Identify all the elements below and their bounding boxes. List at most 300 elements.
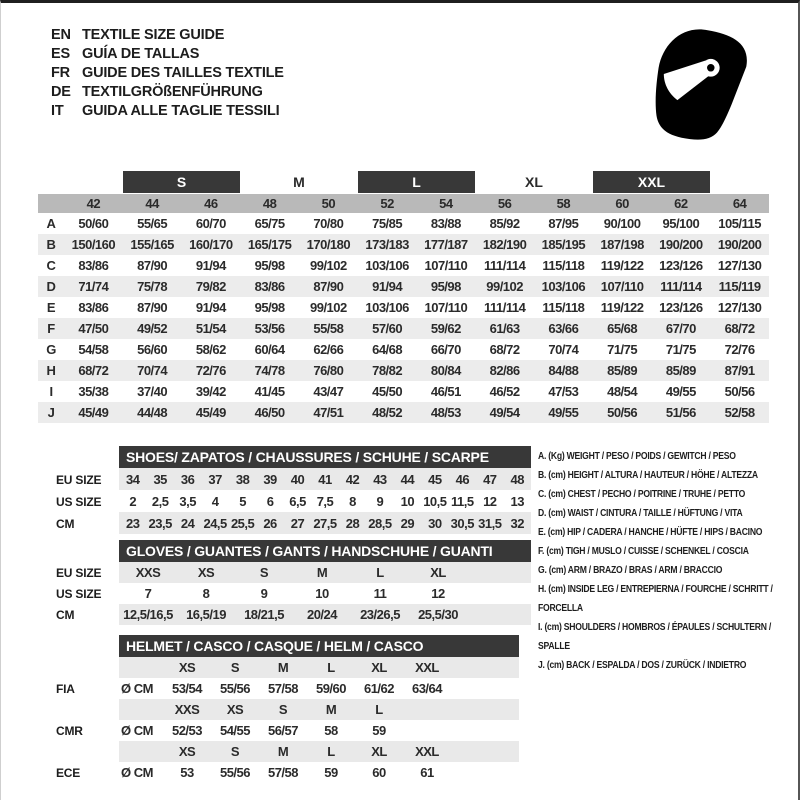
ece-label: ECE xyxy=(56,765,81,780)
value-cell: 59/62 xyxy=(430,321,461,336)
value-cell: 71/75 xyxy=(607,342,638,357)
value-cell: L xyxy=(327,660,335,675)
measure-unit-cell xyxy=(119,699,163,720)
guide-title: TEXTILGRÖßENFÜHRUNG xyxy=(82,83,263,100)
size-group-label: M xyxy=(293,174,305,190)
value-cell: 2 xyxy=(129,493,137,509)
value-cell: 57/58 xyxy=(267,765,299,780)
value-cell: XL xyxy=(371,660,387,675)
language-code: IT xyxy=(51,102,64,119)
value-cell: 18/21,5 xyxy=(244,607,284,622)
value-cell: 70/80 xyxy=(313,216,344,231)
guide-title: GUIDE DES TAILLES TEXTILE xyxy=(82,64,284,81)
value-cell: 68/72 xyxy=(78,363,109,378)
main-size-table xyxy=(38,171,769,423)
value-cell: 55/58 xyxy=(313,321,344,336)
fia-label: FIA xyxy=(56,681,75,696)
value-cell: 66/70 xyxy=(430,342,461,357)
value-cell: 48/54 xyxy=(607,384,638,399)
value-cell: 25,5/30 xyxy=(418,607,458,622)
value-cell: 85/92 xyxy=(489,216,520,231)
value-cell: S xyxy=(230,660,240,675)
value-cell: 115/119 xyxy=(718,279,761,294)
gloves-cm-label: CM xyxy=(56,607,75,622)
table-row xyxy=(119,490,531,512)
row-label: E xyxy=(46,300,56,315)
measurement-row-d xyxy=(38,276,769,297)
value-cell: 55/56 xyxy=(219,765,251,780)
value-cell: 4 xyxy=(211,493,219,509)
value-cell: 10,5 xyxy=(423,493,447,509)
value-cell: 111/114 xyxy=(483,300,526,315)
value-cell: 155/165 xyxy=(130,237,174,252)
value-cell: 119/122 xyxy=(600,258,644,273)
value-cell: 2,5 xyxy=(151,493,169,509)
value-cell: 46/52 xyxy=(489,384,520,399)
value-cell: L xyxy=(376,565,384,580)
value-cell: 63/64 xyxy=(411,681,443,696)
value-cell: 76/80 xyxy=(313,363,344,378)
helmet-rows xyxy=(38,657,538,783)
value-cell: 46 xyxy=(455,471,470,487)
value-cell: 51/56 xyxy=(665,405,696,420)
value-cell: 10 xyxy=(400,493,415,509)
size-number-cell: 56 xyxy=(497,196,512,211)
table-row xyxy=(119,512,531,534)
table-row xyxy=(119,678,519,699)
value-cell: 90/100 xyxy=(603,216,641,231)
value-cell: 187/198 xyxy=(600,237,644,252)
value-cell: 40 xyxy=(290,471,305,487)
value-cell: 72/76 xyxy=(724,342,755,357)
value-cell: 107/110 xyxy=(600,279,644,294)
value-cell: 64/68 xyxy=(372,342,403,357)
value-cell: 47/51 xyxy=(313,405,344,420)
value-cell: 53/56 xyxy=(254,321,285,336)
row-label: H xyxy=(46,363,56,378)
value-cell: 45/50 xyxy=(372,384,403,399)
value-cell: 127/130 xyxy=(717,300,762,315)
value-cell: 24 xyxy=(180,515,195,531)
table-row xyxy=(119,762,519,783)
size-number-cell: 52 xyxy=(380,196,394,211)
racing-helmet-icon xyxy=(649,25,759,150)
value-cell: 185/195 xyxy=(541,237,586,252)
row-label: G xyxy=(46,342,56,357)
value-cell: 20/24 xyxy=(306,607,338,622)
legend-item: I. (cm) SHOULDERS / HOMBROS / ÉPAULES / SCHULTERN / SPALLE xyxy=(538,621,772,652)
row-label: A xyxy=(46,216,56,231)
value-cell: 29 xyxy=(400,515,415,531)
value-cell: 55/65 xyxy=(137,216,168,231)
value-cell: 91/94 xyxy=(195,300,226,315)
value-cell: 83/86 xyxy=(78,258,109,273)
shoes-table xyxy=(38,446,538,534)
size-number-cell: 46 xyxy=(204,196,218,211)
value-cell: 3,5 xyxy=(179,493,196,509)
size-number-cell: 58 xyxy=(556,196,571,211)
value-cell: 160/170 xyxy=(189,237,233,252)
value-cell: 99/102 xyxy=(486,279,523,294)
value-cell: 63/66 xyxy=(548,321,579,336)
value-cell: 83/86 xyxy=(254,279,285,294)
value-cell: 38 xyxy=(235,471,250,487)
value-cell: L xyxy=(375,702,383,717)
value-cell: 45/49 xyxy=(78,405,109,420)
value-cell: 50/56 xyxy=(607,405,638,420)
value-cell: 107/110 xyxy=(424,258,468,273)
value-cell: 56/60 xyxy=(137,342,168,357)
value-cell: 45 xyxy=(428,471,442,487)
guide-title: TEXTILE SIZE GUIDE xyxy=(82,26,225,43)
measure-unit-cell xyxy=(119,741,163,762)
value-cell: S xyxy=(259,565,269,580)
value-cell: 5 xyxy=(239,493,246,509)
value-cell: 75/78 xyxy=(137,279,168,294)
value-cell: 82/86 xyxy=(489,363,520,378)
value-cell: 190/200 xyxy=(659,237,703,252)
value-cell: 32 xyxy=(510,515,524,531)
language-code: ES xyxy=(51,45,70,62)
value-cell: XXS xyxy=(135,565,161,580)
value-cell: 54/58 xyxy=(78,342,109,357)
shoes-us-size-label: US SIZE xyxy=(56,494,102,509)
value-cell: 42 xyxy=(345,471,360,487)
value-cell: 71/74 xyxy=(78,279,109,294)
value-cell: 111/114 xyxy=(660,279,702,294)
value-cell: 8 xyxy=(349,493,356,509)
size-number-cell: 60 xyxy=(615,196,629,211)
value-cell: 80/84 xyxy=(430,363,461,378)
guide-title: GUÍA DE TALLAS xyxy=(82,45,200,62)
legend-item: J. (cm) BACK / ESPALDA / DOS / ZURÜCK / INDIETRO xyxy=(538,659,747,671)
row-label: B xyxy=(46,237,56,252)
value-cell: 103/106 xyxy=(365,300,409,315)
shoes-cm-label: CM xyxy=(56,516,75,531)
language-code: EN xyxy=(51,26,71,43)
size-group-label: S xyxy=(123,171,241,193)
value-cell: 57/58 xyxy=(267,681,299,696)
value-cell: 11,5 xyxy=(451,493,474,509)
value-cell: 70/74 xyxy=(548,342,579,357)
value-cell: 7 xyxy=(144,586,152,601)
value-cell: 60 xyxy=(372,765,386,780)
measurement-row-c xyxy=(38,255,769,276)
table-row xyxy=(119,741,519,762)
legend-item: E. (cm) HIP / CADERA / HANCHE / HÜFTE / HIPS / BACINO xyxy=(538,526,763,538)
value-cell: 95/98 xyxy=(254,258,285,273)
value-cell: 48/52 xyxy=(372,405,403,420)
value-cell: XXL xyxy=(415,744,439,759)
value-cell: 115/118 xyxy=(542,300,585,315)
value-cell: 170/180 xyxy=(306,237,351,252)
value-cell: 190/200 xyxy=(717,237,762,252)
measurement-row-e xyxy=(38,297,769,318)
value-cell: 23/26,5 xyxy=(360,607,400,622)
language-row-de xyxy=(51,82,284,101)
row-label: D xyxy=(46,279,56,294)
legend-item: B. (cm) HEIGHT / ALTURA / HAUTEUR / HÖHE / ALTEZZA xyxy=(538,469,758,481)
size-number-cell: 50 xyxy=(321,196,336,211)
value-cell: M xyxy=(325,702,337,717)
language-row-en xyxy=(51,25,284,44)
value-cell: 47/53 xyxy=(548,384,579,399)
measure-unit-cell: Ø CM xyxy=(121,681,153,696)
helmet-icon-svg xyxy=(649,25,759,145)
value-cell: L xyxy=(327,744,335,759)
value-cell: 95/98 xyxy=(430,279,461,294)
value-cell: 123/126 xyxy=(659,300,703,315)
shoes-eu-size-label: EU SIZE xyxy=(56,472,102,487)
value-cell: 46/51 xyxy=(430,384,461,399)
value-cell: 61 xyxy=(420,765,434,780)
value-cell: 103/106 xyxy=(365,258,409,273)
value-cell: XXL xyxy=(415,660,439,675)
size-group-label: XXL xyxy=(593,171,711,193)
measurement-row-i xyxy=(38,381,769,402)
value-cell: XS xyxy=(178,660,196,675)
value-cell: 60/64 xyxy=(254,342,285,357)
value-cell: 47/50 xyxy=(78,321,109,336)
value-cell: M xyxy=(277,660,289,675)
measurement-row-j xyxy=(38,402,769,423)
legend-item: H. (cm) INSIDE LEG / ENTREPIERNA / FOURCHE / SCHRITT / FORCELLA xyxy=(538,583,773,614)
value-cell: 58 xyxy=(324,723,338,738)
value-cell: 39 xyxy=(263,471,277,487)
value-cell: 78/82 xyxy=(372,363,403,378)
table-row xyxy=(119,720,519,741)
language-row-es xyxy=(51,44,284,63)
row-label: C xyxy=(46,258,56,273)
size-group-label: XL xyxy=(525,174,543,190)
size-number-cell: 42 xyxy=(86,196,101,211)
shoes-table-header: SHOES/ ZAPATOS / CHAUSSURES / SCHUHE / SCARPE xyxy=(119,446,531,468)
value-cell: 99/102 xyxy=(309,258,347,273)
value-cell: 50/60 xyxy=(78,216,109,231)
value-cell: 47 xyxy=(483,471,497,487)
helmet-table xyxy=(38,635,538,783)
value-cell: 16,5/19 xyxy=(186,607,226,622)
measurement-row-b xyxy=(38,234,769,255)
value-cell: 49/54 xyxy=(489,405,520,420)
measure-unit-cell: Ø CM xyxy=(121,765,153,780)
value-cell: 57/60 xyxy=(372,321,403,336)
value-cell: 31,5 xyxy=(478,515,502,531)
value-cell: 87/95 xyxy=(548,216,579,231)
measurement-row-a xyxy=(38,213,769,234)
value-cell: 105/115 xyxy=(718,216,762,231)
value-cell: 84/88 xyxy=(548,363,579,378)
legend-item: A. (Kg) WEIGHT / PESO / POIDS / GEWITCH / PESO xyxy=(538,450,736,462)
value-cell: 59 xyxy=(372,723,386,738)
guide-title: GUIDA ALLE TAGLIE TESSILI xyxy=(82,102,280,119)
value-cell: 9 xyxy=(260,586,268,601)
cmr-label: CMR xyxy=(56,723,83,738)
value-cell: 83/88 xyxy=(430,216,461,231)
value-cell: 53/54 xyxy=(171,681,203,696)
value-cell: 95/98 xyxy=(254,300,285,315)
size-group-label: L xyxy=(358,171,476,193)
gloves-us-size-label: US SIZE xyxy=(56,586,102,601)
value-cell: 85/89 xyxy=(665,363,696,378)
table-row xyxy=(119,657,519,678)
value-cell: 6,5 xyxy=(289,493,306,509)
value-cell: 91/94 xyxy=(372,279,403,294)
value-cell: 85/89 xyxy=(607,363,638,378)
row-label: J xyxy=(47,405,55,420)
value-cell: 9 xyxy=(376,493,384,509)
value-cell: 30,5 xyxy=(450,515,474,531)
value-cell: 36 xyxy=(180,471,195,487)
row-label: I xyxy=(49,384,53,399)
value-cell: 91/94 xyxy=(195,258,226,273)
value-cell: 87/90 xyxy=(137,300,168,315)
value-cell: 49/55 xyxy=(548,405,579,420)
legend-item: F. (cm) TIGH / MUSLO / CUISSE / SCHENKEL / COSCIA xyxy=(538,545,749,557)
value-cell: 107/110 xyxy=(424,300,468,315)
value-cell: 41/45 xyxy=(254,384,285,399)
value-cell: 45/49 xyxy=(195,405,226,420)
value-cell: 111/114 xyxy=(483,258,526,273)
table-row xyxy=(119,604,531,625)
value-cell: 56/57 xyxy=(267,723,299,738)
value-cell: 44 xyxy=(400,471,415,487)
measurement-row-g xyxy=(38,339,769,360)
value-cell: 51/54 xyxy=(195,321,226,336)
size-number-cell: 64 xyxy=(732,196,747,211)
value-cell: 27 xyxy=(290,515,305,531)
table-row xyxy=(119,562,531,583)
language-row-it xyxy=(51,101,284,120)
value-cell: 6 xyxy=(266,493,274,509)
value-cell: 35/38 xyxy=(78,384,109,399)
value-cell: 61/62 xyxy=(363,681,395,696)
measure-unit-cell: Ø CM xyxy=(121,723,153,738)
gloves-table xyxy=(38,540,538,625)
gloves-eu-size-label: EU SIZE xyxy=(56,565,102,580)
value-cell: 182/190 xyxy=(482,237,527,252)
value-cell: 34 xyxy=(125,471,140,487)
measure-unit-cell xyxy=(119,657,163,678)
value-cell: 59/60 xyxy=(315,681,347,696)
legend-item: C. (cm) CHEST / PECHO / POITRINE / TRUHE / PETTO xyxy=(538,488,746,500)
value-cell: 12,5/16,5 xyxy=(123,607,173,622)
value-cell: 52/58 xyxy=(724,405,755,420)
value-cell: M xyxy=(316,565,328,580)
value-cell: XXS xyxy=(174,702,200,717)
value-cell: 39/42 xyxy=(195,384,226,399)
value-cell: 70/74 xyxy=(137,363,168,378)
value-cell: 65/68 xyxy=(607,321,638,336)
value-cell: 87/90 xyxy=(313,279,344,294)
value-cell: 54/55 xyxy=(219,723,251,738)
value-cell: 99/102 xyxy=(309,300,347,315)
value-cell: 72/76 xyxy=(195,363,226,378)
value-cell: 127/130 xyxy=(717,258,762,273)
value-cell: 67/70 xyxy=(665,321,696,336)
value-cell: 59 xyxy=(324,765,338,780)
value-cell: 7,5 xyxy=(316,493,334,509)
value-cell: 23,5 xyxy=(148,515,172,531)
table-row xyxy=(119,699,519,720)
legend-item: D. (cm) WAIST / CINTURA / TAILLE / HÜFTUNG / VITA xyxy=(538,507,743,519)
value-cell: 41 xyxy=(318,471,332,487)
language-code: DE xyxy=(51,83,71,100)
measurement-legend xyxy=(538,447,796,675)
helmet-table-header: HELMET / CASCO / CASQUE / HELM / CASCO xyxy=(119,635,519,657)
table-row xyxy=(119,583,531,604)
value-cell: 12 xyxy=(431,586,445,601)
value-cell: 28,5 xyxy=(368,515,392,531)
value-cell: 26 xyxy=(263,515,277,531)
value-cell: 25,5 xyxy=(230,515,255,531)
value-cell: 50/56 xyxy=(724,384,755,399)
value-cell: 79/82 xyxy=(195,279,226,294)
value-cell: 65/75 xyxy=(254,216,285,231)
value-cell: 61/63 xyxy=(489,321,520,336)
value-cell: 177/187 xyxy=(424,237,468,252)
value-cell: 123/126 xyxy=(659,258,703,273)
value-cell: S xyxy=(278,702,288,717)
size-number-cell: 44 xyxy=(145,196,159,211)
value-cell: 8 xyxy=(202,586,210,601)
value-cell: 58/62 xyxy=(195,342,226,357)
value-cell: 115/118 xyxy=(542,258,585,273)
value-cell: 48/53 xyxy=(430,405,461,420)
size-number-cell: 48 xyxy=(262,196,277,211)
value-cell: 87/90 xyxy=(137,258,168,273)
language-code: FR xyxy=(51,64,70,81)
value-cell: 24,5 xyxy=(203,515,227,531)
value-cell: 52/53 xyxy=(171,723,203,738)
value-cell: 75/85 xyxy=(372,216,403,231)
value-cell: XL xyxy=(430,565,446,580)
value-cell: 12 xyxy=(483,493,497,509)
value-cell: 44/48 xyxy=(137,405,168,420)
value-cell: 37 xyxy=(208,471,222,487)
value-cell: 35 xyxy=(153,471,167,487)
value-cell: 49/52 xyxy=(137,321,168,336)
table-row xyxy=(119,468,531,490)
value-cell: XS xyxy=(178,744,196,759)
value-cell: M xyxy=(277,744,289,759)
value-cell: 150/160 xyxy=(71,237,116,252)
gloves-table-header: GLOVES / GUANTES / GANTS / HANDSCHUHE / GUANTI xyxy=(119,540,531,562)
value-cell: 49/55 xyxy=(665,384,696,399)
language-row-fr xyxy=(51,63,284,82)
value-cell: 71/75 xyxy=(665,342,696,357)
language-list xyxy=(51,25,284,120)
value-cell: 30 xyxy=(428,515,442,531)
value-cell: 68/72 xyxy=(724,321,755,336)
value-cell: 43 xyxy=(373,471,387,487)
value-cell: 13 xyxy=(510,493,524,509)
legend-item: G. (cm) ARM / BRAZO / BRAS / ARM / BRACCIO xyxy=(538,564,723,576)
value-cell: 28 xyxy=(345,515,360,531)
value-cell: 165/175 xyxy=(247,237,292,252)
measurement-row-h xyxy=(38,360,769,381)
value-cell: 37/40 xyxy=(137,384,168,399)
value-cell: 27,5 xyxy=(313,515,337,531)
value-cell: 62/66 xyxy=(313,342,344,357)
value-cell: 173/183 xyxy=(365,237,409,252)
value-cell: 60/70 xyxy=(195,216,226,231)
value-cell: 46/50 xyxy=(254,405,285,420)
value-cell: 55/56 xyxy=(219,681,251,696)
value-cell: 43/47 xyxy=(313,384,344,399)
value-cell: 48 xyxy=(510,471,524,487)
measurement-row-f xyxy=(38,318,769,339)
